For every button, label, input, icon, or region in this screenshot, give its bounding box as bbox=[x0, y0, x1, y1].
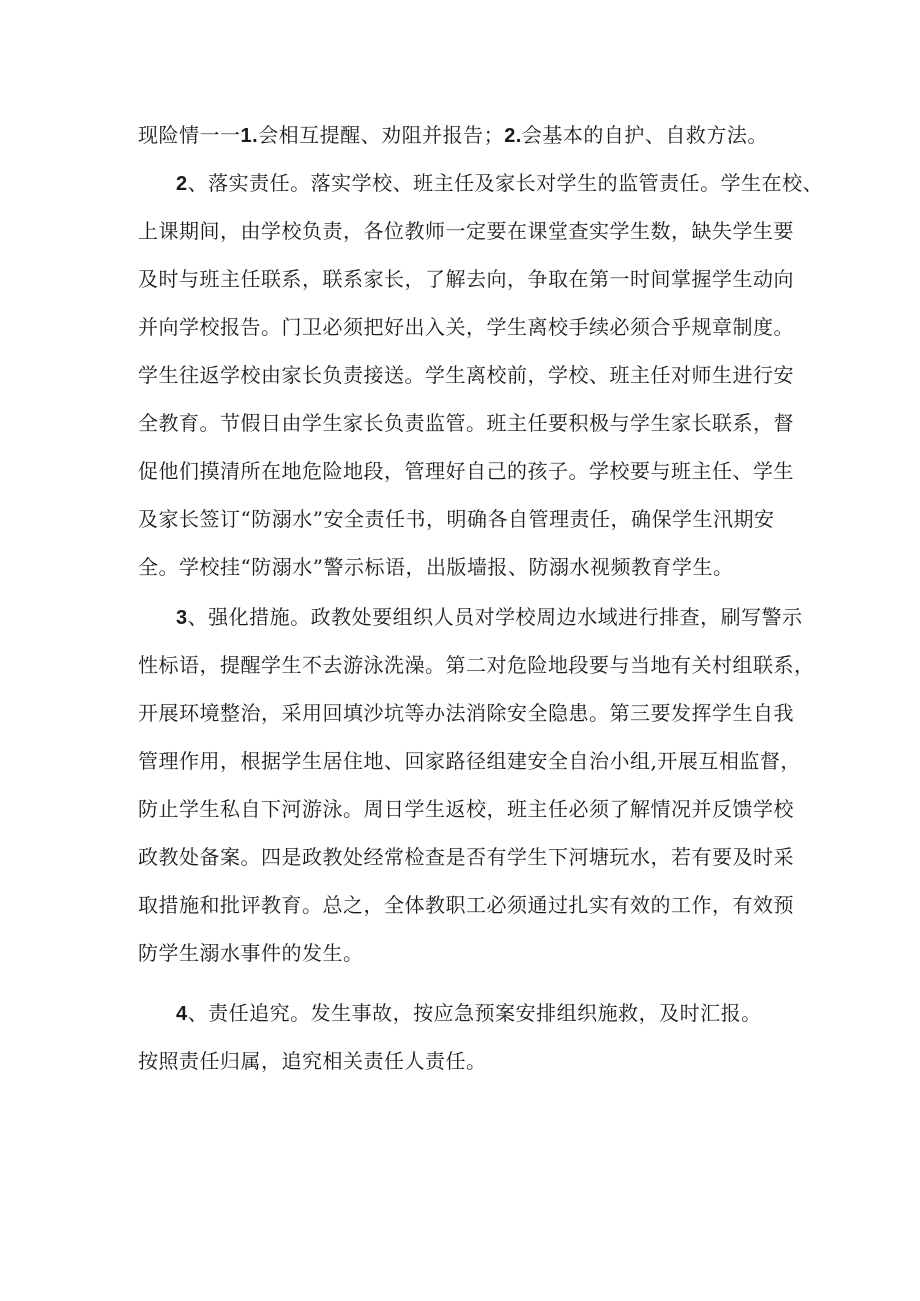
list-number: 4 bbox=[176, 1003, 188, 1025]
text-line: 及家长签订“防溺水”安全责任书，明确各自管理责任，确保学生汛期安 bbox=[138, 507, 775, 531]
text-line: 政教处备案。四是政教处经常检查是否有学生下河塘玩水，若有要及时采 bbox=[138, 845, 794, 869]
text-line: 全。学校挂“防溺水”警示标语，出版墙报、防溺水视频教育学生。 bbox=[138, 555, 734, 579]
text-line: 促他们摸清所在地危险地段，管理好自己的孩子。学校要与班主任、学生 bbox=[138, 459, 794, 483]
text-line: 现险情一一1.会相互提醒、劝阻并报告；2.会基本的自护、自救方法。 bbox=[138, 123, 768, 147]
paragraph-2-heading-line: 2、落实责任。落实学校、班主任及家长对学生的监管责任。学生在校、 bbox=[176, 171, 824, 195]
text-line: 学生往返学校由家长负责接送。学生离校前，学校、班主任对师生进行安 bbox=[138, 363, 794, 387]
list-number: 2 bbox=[176, 173, 188, 195]
text-line: 并向学校报告。门卫必须把好出入关，学生离校手续必须合乎规章制度。 bbox=[138, 315, 794, 339]
text-line: 取措施和批评教育。总之，全体教职工必须通过扎实有效的工作，有效预 bbox=[138, 893, 794, 917]
text-line: 防止学生私自下河游泳。周日学生返校，班主任必须了解情况并反馈学校 bbox=[138, 797, 794, 821]
text-line: 开展环境整治，采用回填沙坑等办法消除安全隐患。第三要发挥学生自我 bbox=[138, 701, 794, 725]
text-line: 上课期间，由学校负责，各位教师一定要在课堂查实学生数，缺失学生要 bbox=[138, 219, 794, 243]
text-line: 防学生溺水事件的发生。 bbox=[138, 941, 364, 965]
text-line: 全教育。节假日由学生家长负责监管。班主任要积极与学生家长联系，督 bbox=[138, 411, 794, 435]
list-number: 3 bbox=[176, 607, 188, 629]
text-line: 按照责任归属，追究相关责任人责任。 bbox=[138, 1049, 487, 1073]
paragraph-3-heading-line: 3、强化措施。政教处要组织人员对学校周边水域进行排查，刷写警示 bbox=[176, 605, 803, 629]
text-line: 性标语，提醒学生不去游泳洗澡。第二对危险地段要与当地有关村组联系， bbox=[138, 653, 815, 677]
paragraph-4-heading-line: 4、责任追究。发生事故，按应急预案安排组织施救，及时汇报。 bbox=[176, 1001, 762, 1025]
text-line: 管理作用，根据学生居住地、回家路径组建安全自治小组,开展互相监督， bbox=[138, 749, 801, 773]
text-line: 及时与班主任联系，联系家长，了解去向，争取在第一时间掌握学生动向 bbox=[138, 267, 794, 291]
